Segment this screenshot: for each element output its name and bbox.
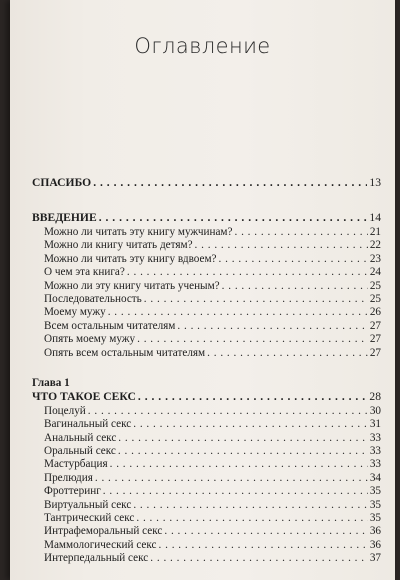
dot-leader	[108, 306, 368, 318]
toc-entry-label: Можно ли читать эту книгу мужчинам?	[44, 226, 233, 238]
dot-leader	[144, 293, 368, 305]
toc-entry-page: 33	[369, 458, 381, 471]
page-title: Оглавление	[134, 34, 271, 58]
toc-entry-page: 36	[369, 538, 381, 551]
toc-entry-page: 24	[369, 266, 381, 279]
toc-item[interactable]	[32, 226, 381, 239]
dot-leader	[137, 333, 368, 345]
dot-leader	[177, 320, 367, 332]
dot-leader	[138, 390, 368, 403]
toc-entry-label: Оральный секс	[44, 445, 116, 458]
dot-leader	[99, 211, 368, 224]
table-of-contents	[32, 176, 381, 566]
dot-leader	[93, 176, 367, 189]
dot-leader	[150, 552, 368, 564]
toc-item[interactable]	[32, 432, 381, 445]
toc-entry-page: 37	[369, 552, 381, 565]
dot-leader	[95, 472, 368, 484]
toc-item[interactable]	[32, 458, 381, 471]
toc-entry-label: Опять моему мужу	[44, 333, 136, 346]
toc-item[interactable]	[32, 552, 381, 565]
toc-entry-label: Поцелуй	[44, 404, 86, 417]
toc-item[interactable]	[32, 485, 381, 498]
toc-entry-page: 26	[369, 306, 381, 319]
toc-entry-page: 25	[369, 279, 381, 292]
toc-entry-label: Виртуальный секс	[44, 498, 132, 511]
dot-leader	[103, 485, 368, 497]
toc-entry-label: Опять всем остальным читателям	[44, 346, 206, 359]
toc-entry-label: Мастурбация	[44, 458, 108, 471]
toc-entry-label: Вагинальный секс	[44, 418, 132, 431]
toc-entry-label: Прелюдия	[44, 471, 93, 484]
toc-item[interactable]	[32, 266, 381, 279]
dot-leader	[234, 226, 367, 238]
dot-leader	[133, 418, 368, 430]
toc-item[interactable]	[32, 405, 381, 418]
toc-entry-page: 27	[369, 333, 381, 346]
toc-item[interactable]	[32, 539, 381, 552]
toc-item[interactable]	[32, 512, 381, 525]
toc-entry-page: 35	[369, 498, 381, 511]
toc-entry-label: СПАСИБО	[32, 176, 92, 189]
book-page	[10, 0, 395, 580]
toc-entry-page: 21	[369, 226, 381, 238]
toc-entry-label: ВВЕДЕНИЕ	[32, 211, 97, 224]
toc-item[interactable]	[32, 445, 381, 458]
toc-entry-page: 31	[369, 418, 381, 431]
toc-item[interactable]	[32, 239, 381, 252]
toc-item[interactable]	[32, 253, 381, 266]
toc-entry-label: Можно ли эту книгу читать ученым?	[44, 279, 220, 292]
dot-leader	[136, 512, 367, 524]
toc-entry-page: 14	[369, 211, 381, 224]
dot-leader	[219, 253, 368, 265]
toc-entry-page: 33	[369, 431, 381, 444]
toc-item[interactable]	[32, 306, 381, 319]
toc-entry-label: Последовательность	[44, 292, 142, 305]
toc-entry-page: 36	[369, 525, 381, 538]
toc-entry-page: 25	[369, 292, 381, 305]
dot-leader	[133, 499, 368, 511]
dot-leader	[127, 266, 368, 278]
toc-entry-label: Тантрический секс	[44, 512, 135, 525]
dot-leader	[164, 525, 367, 537]
toc-entry-page: 33	[369, 445, 381, 458]
toc-entry-label: Можно ли читать эту книгу вдвоем?	[44, 252, 217, 265]
toc-item[interactable]	[32, 418, 381, 431]
toc-entry-page: 30	[369, 404, 381, 417]
toc-entry-label: О чем эта книга?	[44, 266, 125, 279]
toc-entry-label: Можно ли книгу читать детям?	[44, 239, 193, 252]
show-through-text	[245, 10, 395, 140]
toc-entry-label: Маммологический секс	[44, 538, 157, 551]
toc-section-thanks[interactable]	[32, 176, 381, 191]
toc-entry-page: 27	[369, 346, 381, 359]
toc-item[interactable]	[32, 472, 381, 485]
toc-entry-label: Моему мужу	[44, 306, 106, 319]
toc-entry-page: 28	[369, 389, 381, 403]
dot-leader	[118, 432, 368, 444]
toc-item[interactable]	[32, 333, 381, 346]
toc-entry-page: 22	[369, 239, 381, 252]
toc-entry-page: 27	[369, 319, 381, 332]
toc-item[interactable]	[32, 525, 381, 538]
toc-entry-page: 13	[369, 176, 381, 189]
toc-entry-label: Анальный секс	[44, 431, 117, 444]
chapter-label: Глава 1	[32, 376, 70, 389]
dot-leader	[118, 445, 368, 457]
toc-section-intro[interactable]	[32, 211, 381, 226]
dot-leader	[207, 347, 368, 359]
toc-entry-page: 35	[369, 485, 381, 498]
toc-item[interactable]	[32, 280, 381, 293]
toc-section-chapter-1[interactable]	[32, 390, 381, 405]
dot-leader	[110, 458, 368, 470]
toc-entry-label: Интерпедальный секс	[44, 552, 149, 565]
toc-entry-label: Всем остальным читателям	[44, 319, 176, 332]
toc-item[interactable]	[32, 320, 381, 333]
toc-entry-page: 35	[369, 512, 381, 525]
toc-entry-page: 34	[369, 471, 381, 484]
toc-item[interactable]	[32, 499, 381, 512]
toc-entry-label: Интрафеморальный секс	[44, 525, 163, 538]
toc-entry-label: Фроттеринг	[44, 485, 101, 498]
toc-entry-label: ЧТО ТАКОЕ СЕКС	[32, 389, 136, 403]
dot-leader	[159, 539, 368, 551]
dot-leader	[88, 405, 368, 417]
toc-item[interactable]	[32, 347, 381, 360]
toc-entry-page: 23	[369, 252, 381, 265]
toc-item[interactable]	[32, 293, 381, 306]
dot-leader	[222, 280, 368, 292]
dot-leader	[195, 239, 368, 251]
